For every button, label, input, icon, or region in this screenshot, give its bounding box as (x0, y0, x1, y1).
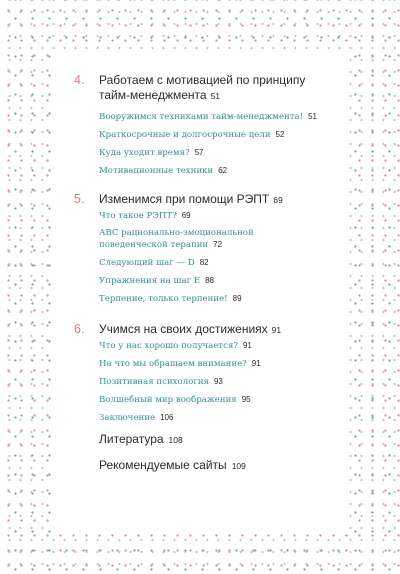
subsection-page: 89 (232, 294, 242, 303)
subsection-page: 57 (194, 148, 204, 157)
bibliography-page: 108 (168, 435, 183, 445)
chapter-title-text: Работаем с мотивацией по принципу тайм-менеджмента (99, 73, 306, 102)
subsection-item[interactable] (99, 129, 339, 141)
subsection-label: Терпение, только терпение! (99, 294, 228, 304)
subsection-label: АВС рационально-эмоциональной поведенческой терапии (99, 228, 254, 250)
subsection-item[interactable] (99, 358, 339, 370)
chapter-title-text: Учимся на своих достижениях (99, 322, 268, 336)
subsection-label: Что такое РЭПТ? (99, 211, 177, 221)
subsection-page: 52 (275, 130, 285, 139)
subsection-list (99, 340, 339, 430)
subsection-label: Заключение (99, 413, 156, 423)
subsection-item[interactable] (99, 210, 339, 222)
subsection-label: Упражнения на шаг Е (99, 276, 201, 286)
chapter-title[interactable] (99, 322, 339, 338)
chapter-page: 91 (271, 325, 282, 335)
recommended-sites-page: 109 (231, 461, 246, 471)
subsection-page: 69 (181, 211, 191, 220)
bibliography-label: Литература (99, 432, 164, 446)
subsection-label: Куда уходит время? (99, 148, 190, 158)
chapter-title[interactable] (99, 73, 339, 104)
subsection-item[interactable] (99, 228, 274, 251)
subsection-list (99, 111, 339, 183)
subsection-label: Позитивная психология (99, 377, 209, 387)
subsection-item[interactable] (99, 376, 339, 388)
toc-panel (52, 50, 349, 533)
subsection-page: 88 (205, 276, 215, 285)
chapter-number: 5. (74, 192, 85, 206)
subsection-label: Вооружимся техниками тайм-менеджмента! (99, 112, 304, 122)
subsection-page: 95 (241, 395, 251, 404)
subsection-page: 91 (251, 359, 261, 368)
subsection-page: 51 (308, 112, 317, 121)
recommended-sites-label: Рекомендуемые сайты (99, 458, 227, 472)
subsection-item[interactable] (99, 293, 339, 305)
chapter-page: 51 (210, 91, 221, 101)
subsection-item[interactable] (99, 394, 339, 406)
subsection-item[interactable] (99, 340, 339, 352)
chapter-title[interactable] (99, 192, 339, 208)
subsection-label: Волшебный мир воображения (99, 395, 237, 405)
subsection-item[interactable] (99, 412, 339, 424)
chapter-title-text: Изменимся при помощи РЭПТ (99, 192, 270, 206)
subsection-page: 91 (242, 341, 252, 350)
subsection-label: На что мы обращаем внимание? (99, 359, 247, 369)
subsection-page: 62 (218, 166, 228, 175)
subsection-page: 72 (213, 240, 223, 249)
subsection-label: Мотивационные техники (99, 166, 214, 176)
subsection-list (99, 210, 339, 311)
subsection-page: 93 (213, 377, 223, 386)
subsection-label: Краткосрочные и долгосрочные цели (99, 130, 271, 140)
subsection-item[interactable] (99, 147, 339, 159)
subsection-item[interactable] (99, 275, 339, 287)
chapter-number: 4. (74, 73, 85, 87)
subsection-label: Что у нас хорошо получается? (99, 341, 238, 351)
subsection-page: 106 (160, 413, 174, 422)
subsection-item[interactable] (99, 257, 339, 269)
chapter-page: 69 (273, 195, 283, 205)
subsection-item[interactable] (99, 165, 339, 177)
subsection-page: 82 (199, 258, 209, 267)
bibliography-entry[interactable] (99, 432, 183, 446)
chapter-number: 6. (74, 322, 85, 336)
subsection-label: Следующий шаг — D (99, 258, 195, 268)
recommended-sites-entry[interactable] (99, 458, 246, 472)
subsection-item[interactable] (99, 111, 339, 123)
